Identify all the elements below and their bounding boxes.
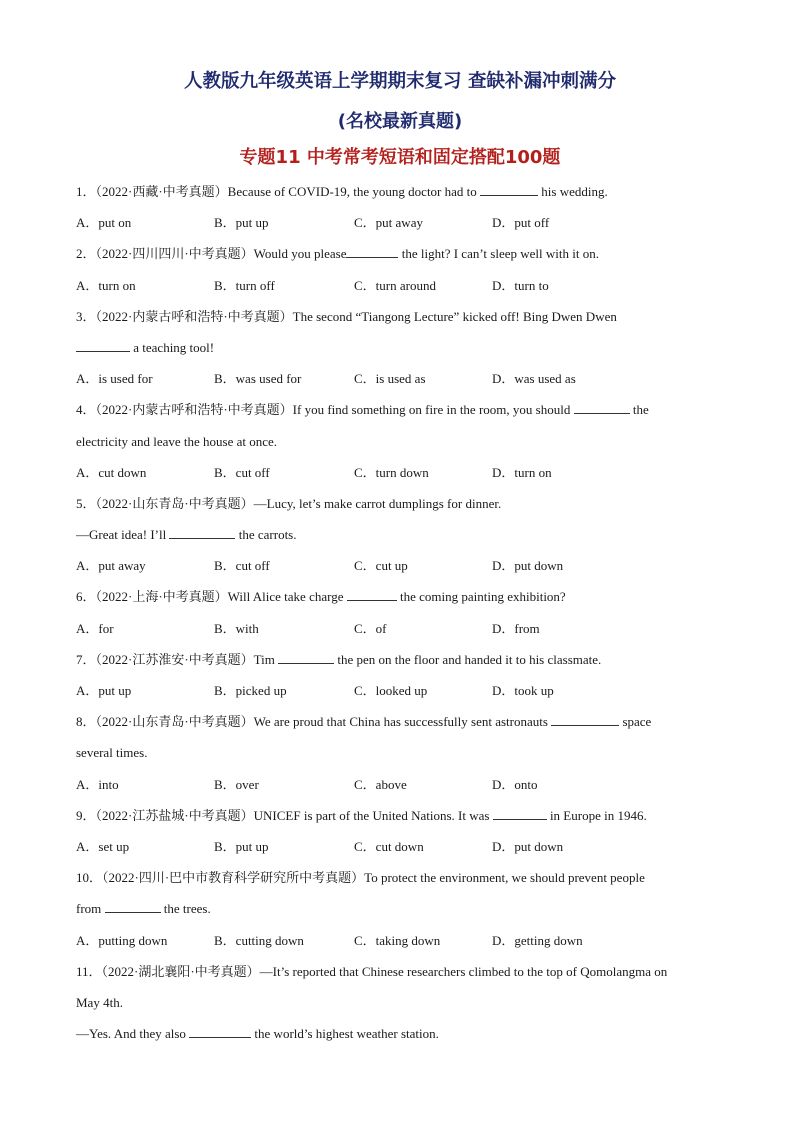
options-row	[76, 270, 724, 301]
question-text: the pen on the floor and handed it to his classmate.	[334, 651, 602, 667]
question-text-line	[76, 581, 724, 612]
answer-option: C．cut up	[354, 558, 408, 574]
question-text: 8．（2022·山东青岛·中考真题）We are proud that China has successfully sent astronauts	[76, 714, 552, 730]
answer-option: A．put away	[76, 558, 146, 574]
question-item	[76, 176, 724, 238]
question-text-line	[76, 800, 724, 831]
question-text-line	[76, 426, 724, 457]
question-item	[76, 706, 724, 800]
question-text: space	[619, 714, 652, 730]
answer-option: A．put on	[76, 215, 132, 231]
question-text-line	[76, 332, 724, 363]
question-text-line	[76, 987, 724, 1018]
options-row	[76, 675, 724, 706]
answer-blank	[574, 401, 630, 414]
question-text: his wedding.	[538, 184, 608, 199]
answer-option: D．turn to	[492, 277, 549, 293]
question-text-line	[76, 301, 724, 332]
answer-option: C．turn around	[354, 277, 436, 293]
question-text: from	[76, 901, 105, 917]
question-text: electricity and leave the house at once.	[76, 433, 278, 449]
answer-blank	[347, 588, 397, 601]
answer-option: B．turn off	[214, 277, 275, 293]
question-text: the carrots.	[235, 527, 297, 543]
answer-option: B．cutting down	[214, 932, 304, 948]
options-row	[76, 550, 724, 581]
answer-option: A．for	[76, 620, 114, 636]
answer-blank	[551, 713, 619, 726]
answer-option: C．cut down	[354, 838, 424, 854]
question-text: 2．（2022·四川四川·中考真题）Would you please	[76, 246, 347, 262]
question-item	[76, 956, 724, 1050]
answer-option: C．of	[354, 620, 387, 636]
question-text: a teaching tool!	[130, 339, 215, 355]
answer-option: A．put up	[76, 683, 132, 698]
question-text: the light? I can’t sleep well with it on.	[398, 246, 599, 262]
question-text: the	[629, 402, 649, 418]
question-text: May 4th.	[76, 994, 123, 1010]
answer-option: C．above	[354, 776, 407, 792]
question-item	[76, 862, 724, 956]
question-text-line	[76, 737, 724, 768]
question-text-line	[76, 238, 724, 269]
question-item	[76, 644, 724, 706]
question-text-line	[76, 956, 724, 987]
options-row	[76, 363, 724, 394]
question-item	[76, 394, 724, 488]
answer-option: A．set up	[76, 838, 130, 854]
question-text: the trees.	[160, 901, 211, 917]
question-list	[76, 176, 724, 1049]
question-item	[76, 301, 724, 395]
answer-option: D．onto	[492, 776, 538, 792]
question-text: 3．（2022·内蒙古呼和浩特·中考真题）The second “Tiangong Lecture” kicked off! Bing Dwen Dwen	[76, 308, 617, 324]
question-text: 4．（2022·内蒙古呼和浩特·中考真题）If you find something on fire in the room, you should	[76, 402, 574, 418]
answer-option: B．cut off	[214, 558, 270, 574]
question-text-line	[76, 862, 724, 893]
question-text: 9．（2022·江苏盐城·中考真题）UNICEF is part of the United Nations. It was	[76, 807, 493, 823]
question-text: 10．（2022·四川·巴中市教育科学研究所中考真题）To protect the environment, we should prevent people	[76, 870, 645, 886]
question-text: —Yes. And they also	[76, 1026, 190, 1042]
question-item	[76, 238, 724, 300]
answer-option: B．cut off	[214, 464, 270, 480]
options-row	[76, 831, 724, 862]
answer-option: D．put down	[492, 558, 564, 574]
answer-option: D．was used as	[492, 371, 576, 387]
options-row	[76, 207, 724, 238]
answer-blank	[189, 1025, 251, 1038]
document-title: 人教版九年级英语上学期期末复习 查缺补漏冲刺满分	[184, 71, 616, 92]
answer-option: D．turn on	[492, 464, 552, 480]
question-text: 1．（2022·西藏·中考真题）Because of COVID-19, the young doctor had to	[76, 184, 481, 199]
answer-option: A．into	[76, 776, 119, 792]
answer-option: B．picked up	[214, 683, 287, 698]
answer-option: A．turn on	[76, 277, 136, 293]
question-item	[76, 581, 724, 643]
options-row	[76, 925, 724, 956]
question-text-line	[76, 1018, 724, 1049]
answer-blank	[346, 245, 398, 258]
question-text: the coming painting exhibition?	[396, 589, 566, 605]
answer-option: B．put up	[214, 838, 269, 854]
answer-option: B．with	[214, 620, 259, 636]
question-text-line	[76, 394, 724, 425]
question-item	[76, 488, 724, 582]
answer-option: C．turn down	[354, 464, 429, 480]
question-text: in Europe in 1946.	[546, 807, 647, 823]
answer-option: A．cut down	[76, 464, 147, 480]
question-text-line	[76, 893, 724, 924]
answer-option: D．took up	[492, 683, 554, 698]
answer-option: D．getting down	[492, 932, 583, 948]
answer-option: B．put up	[214, 215, 269, 231]
options-row	[76, 769, 724, 800]
answer-blank	[480, 183, 538, 196]
question-text-line	[76, 706, 724, 737]
question-text: —Great idea! I’ll	[76, 527, 170, 543]
answer-blank	[76, 339, 130, 352]
answer-option: B．over	[214, 776, 259, 792]
answer-blank	[493, 807, 547, 820]
answer-option: C．looked up	[354, 683, 428, 698]
answer-blank	[278, 651, 334, 664]
question-text-line	[76, 488, 724, 519]
question-text: 6．（2022·上海·中考真题）Will Alice take charge	[76, 589, 347, 605]
answer-option: A．putting down	[76, 932, 168, 948]
answer-blank	[169, 526, 235, 539]
answer-option: D．put off	[492, 215, 550, 231]
question-text: 11．（2022·湖北襄阳·中考真题）—It’s reported that Chinese researchers climbed to the top of Qomolangma on	[76, 963, 668, 979]
question-text: 7．（2022·江苏淮安·中考真题）Tim	[76, 651, 279, 667]
answer-blank	[105, 900, 161, 913]
answer-option: C．put away	[354, 215, 423, 231]
document-subtitle: (名校最新真题)	[337, 111, 463, 132]
answer-option: D．from	[492, 620, 540, 636]
topic-title: 专题11 中考常考短语和固定搭配100题	[239, 147, 561, 168]
question-item	[76, 800, 724, 862]
options-row	[76, 457, 724, 488]
question-text: the world’s highest weather station.	[251, 1026, 439, 1042]
options-row	[76, 613, 724, 644]
answer-option: C．taking down	[354, 932, 441, 948]
question-text: 5．（2022·山东青岛·中考真题）—Lucy, let’s make carrot dumplings for dinner.	[76, 495, 502, 511]
answer-option: A．is used for	[76, 371, 153, 387]
answer-option: C．is used as	[354, 371, 426, 387]
question-text-line	[76, 644, 724, 675]
answer-option: B．was used for	[214, 371, 302, 387]
question-text: several times.	[76, 745, 148, 761]
answer-option: D．put down	[492, 838, 564, 854]
question-text-line	[76, 519, 724, 550]
question-text-line	[76, 176, 724, 207]
